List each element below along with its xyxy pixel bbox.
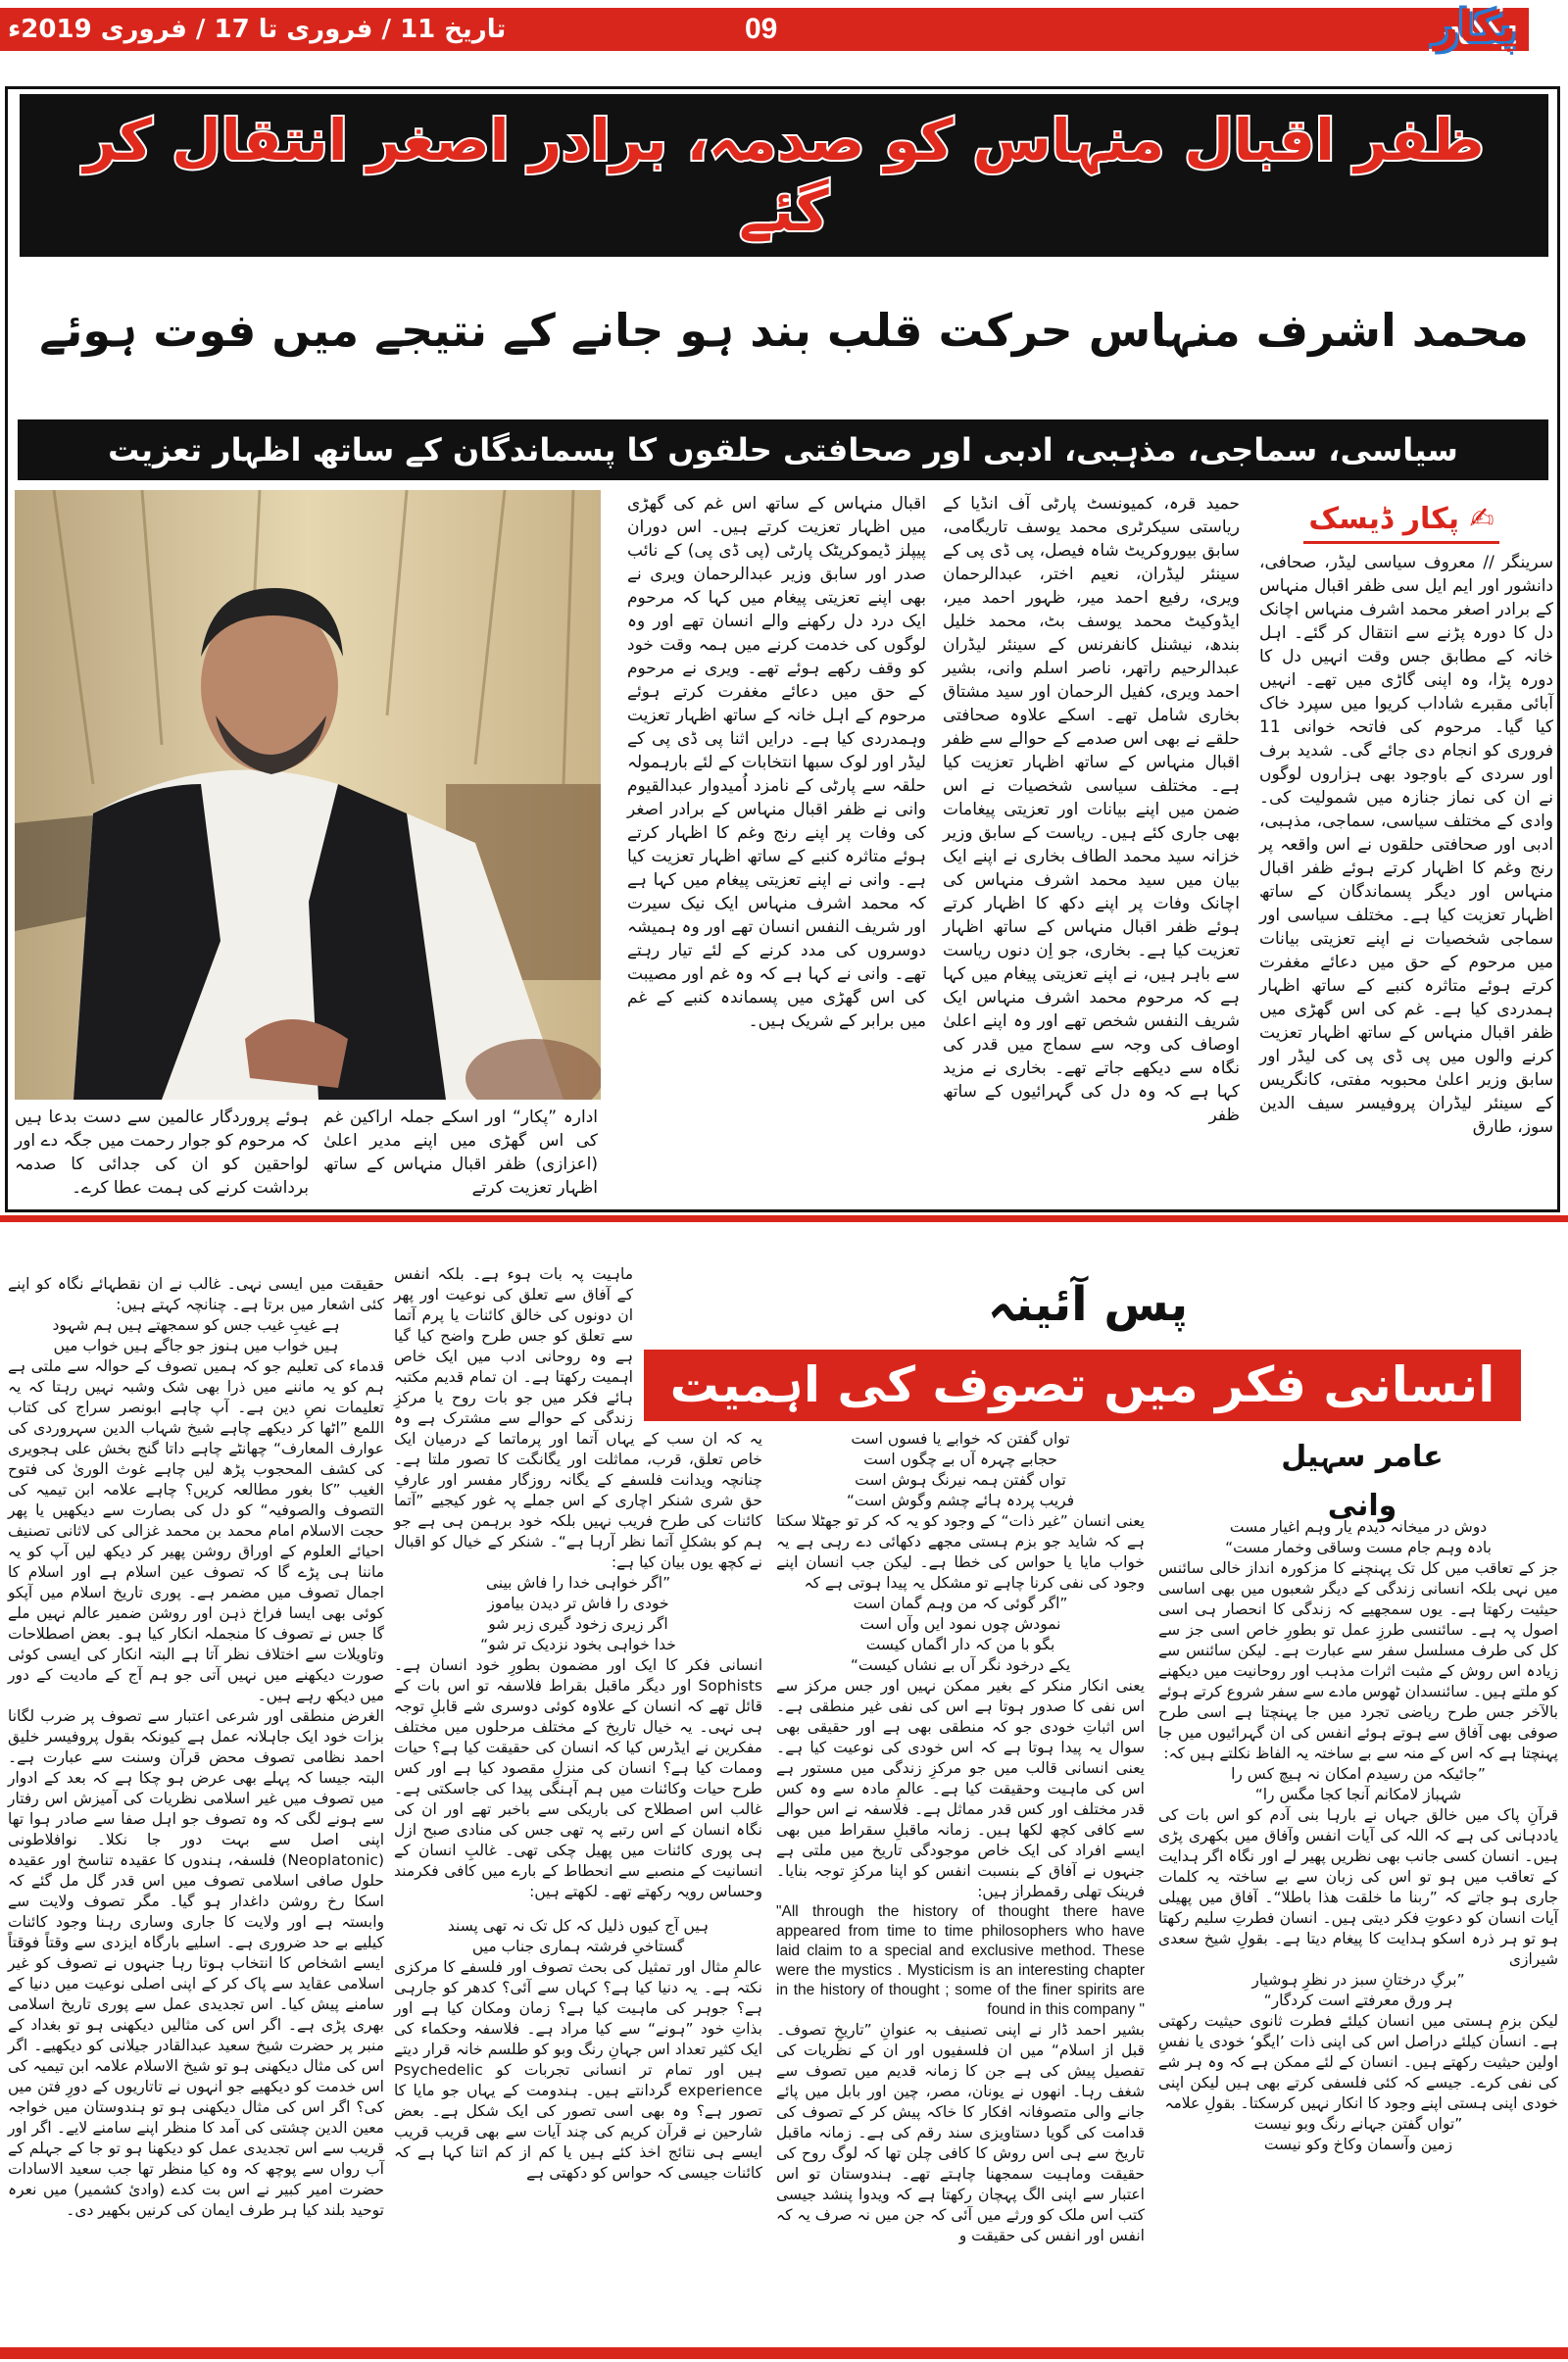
newspaper-logo: پکار (1434, 2, 1516, 52)
paragraph: الغرض منطقی اور شرعی اعتبار سے تصوف پر ضرب لگانا بزات خود ایک جاہلانہ عمل ہے کیونکہ بقول پروفیسر خلیق احمد نظامی تصوف محض قرآن وسنت سے عبارت ہے۔ البتہ جیسا کہ پہلے بھی عرض ہو چکا ہے کہ بعد کے ادوار میں تصوف میں غیر اسلامی نظریات کی آمیزش اس رفتار سے ہونے لگی کہ وہ تصوف جو اہل صفا سے صادر ہوا تھا اپنی اصل سے بہت دور جا نکلا۔ نوافلاطونی (Neoplatonic) فلسفہ، ہندوں کا عقیدہ تناسخ اور عقیدہ حلول صافی اسلامی تصوف میں اس قدر گل مل گئے کہ اسکا رخ روشن داغدار ہو گیا۔ مگر تصوف ولایت سے وابستہ ہے اور ولایت کا جاری وساری رہنا وجود کائنات کیلیے بے حد ضروری ہے۔ اسلیے بارگاہ ایزدی سے وقتاً فوقتاً ایسے اشخاص کا انتخاب ہوتا رہا جنہوں نے تصوف کو غیر اسلامی عقاید سے پاک کر کے اپنی اصلی نوعیت میں دنیا کے سامنے پیش کیا۔ اس تجدیدی عمل سے پوری تاریخ اسلامی بھری پڑی ہے۔ اگر اس کی مثالیں دیکھنی ہو تو بغداد کے منبر پر حضرت شیخ سعید عبدالقادر جیلانی کو دیکھیے۔ اگر اس کی مثال دیکھنی ہو تو شیخ الاسلام علامہ ابن تیمیہ کی اس خدمت کو دیکھیے جو انہوں نے تاتاریوں کے دورِ فتن میں کی؟ اگر اس کی مثال دیکھنی ہو تو ہندوستان میں خواجہ معین الدین چشتی کی آمد کا منظر اپنے سامنے لایے۔ اگر اور قریب سے اس تجدیدی عمل کو دیکھنا ہو تو جا کے جہلم کے آب رواں سے پوچھ کہ وہ کیا منظر تھا جب سعید الاسادات حضرت امیر کبیر نے اس بت کدے (وادیٔ کشمیر) میں نعرہ توحید بلند کیا ہر طرف ایمان کی کرنیں بکھیر دی۔ (8, 1707, 384, 2219)
byline (1303, 498, 1499, 544)
paragraph: حقیقت میں ایسی نہی۔ غالب نے ان نقطہائے نگاہ کو اپنے کئی اشعار میں برتا ہے۔ چنانچہ کہتے ہیں: (8, 1275, 384, 1313)
top-story-column-3 (627, 492, 926, 1033)
verse-line: خودی را فاش تر دیدن بیاموز (487, 1595, 669, 1612)
verse-line: دوش در میخانہ دیدم یار وہم اغیار مست (1229, 1518, 1488, 1536)
verse-line: ”اگر خواہی خدا را فاش بینی (485, 1574, 671, 1592)
article-column-4 (8, 1274, 384, 2221)
article-headline: انسانی فکر میں تصوف کی اہمیت (644, 1350, 1521, 1421)
issue-date: تاریخ 11 / فروری تا 17 / فروری 2019ء (8, 15, 507, 44)
verse-line: تواں گفتن ہمہ نیرنگ ہوش است (855, 1471, 1066, 1489)
verse-line: ہے غیبِ غیب جس کو سمجھتے ہیں ہم شہود (52, 1316, 340, 1334)
paragraph: قدماء کی تعلیم جو کہ ہمیں تصوف کے حوالہ سے ملتی ہے ہم کو یہ ماننے میں ذرا بھی شک وشبہ نہیں رہتا کہ یہ تعلیمات نصِ دین ہے۔ آپ چاہے ابونصر سراج کی کتاب اللمع ”اٹھا کر دیکھے چاہے شیخ شہاب الدین سہروردی کی عوارف المعارف“ چھانٹے چاہے داتا گنج بخش علی ہجویری کی کشف المحجوب پڑھ لیں چاہے غوث الوریٰ کی فتوح الغیب ”کا بغور مطالعہ کریں؟ چاہے علامہ ابن تیمیہ کی التصوف والصوفیہ“ کو دل کی بصارت سے دیکھیں یا پھر حجت الاسلام امام محمد بن محمد غزالی کی لاثانی تصنیف احیائے العلوم کے اوراق روشن پھیر کر دیکھ لیں آپ کو یہ ماننا ہی پڑے گا کہ تصوف عین اسلام ہے اور اسلام کا اجمال تصوف میں مضمر ہے۔ پوری تاریخ اسلام میں آپکو کوئی بھی ایسا فراخ ذہن اور روشن ضمیر عالم نہیں ملے گا جس نے تصوف کا منجملہ انکار کیا ہو۔ بعض اصطلاحات وتاویلات سے اختلاف نظر آتا ہے البتہ انکار کی ایسی کوئی صورت دیکھنے میں نہیں آتی جو ہم آج کے مادیت کے دور میں دیکھ رہے ہیں۔ (8, 1357, 384, 1704)
photo-caption-right: ادارہ ”پکار“ اور اسکے جملہ اراکین غم کی اس گھڑی میں اپنے مدیر اعلیٰ (اعزازی) ظفر اقبال منہاس کے ساتھ اظہار تعزیت کرتے (323, 1107, 598, 1198)
verse-line: ”اگر گوئی کہ من وہم گمان است (853, 1595, 1068, 1612)
verse-line: نمودش چوں نمود ایں وآں است (859, 1615, 1061, 1633)
top-story-subheadline: محمد اشرف منہاس حرکت قلب بند ہو جانے کے نتیجے میں فوت ہوئے (39, 303, 1529, 357)
section-divider (0, 1215, 1568, 1222)
article-column-2 (776, 1429, 1145, 2246)
verse-line: ہر ورق معرفتے است کردگار“ (1263, 1992, 1453, 2009)
paragraph: یعنی انسان ”غیر ذات“ کے وجود کو یہ کہ کر تو جھٹلا سکتا ہے کہ شاید جو بزم ہستی مجھے دکھائی دے رہی ہے یہ خواب مایا یا حواس کی خطا ہے۔ لیکن جب انسان اپنے وجود کی نفی کرنا چاہے تو مشکل یہ پیدا ہوتی ہے کہ (776, 1512, 1145, 1592)
verse-line: حجابے چہرہ آں بے چگوں است (863, 1451, 1057, 1468)
banner-wrap-space (633, 1264, 762, 1429)
verse-line: تواں گفتن کہ خوابے یا فسوں است (851, 1430, 1070, 1448)
top-story-band: سیاسی، سماجی، مذہبی، ادبی اور صحافتی حلقوں کا پسماندگان کے ساتھ اظہار تعزیت (18, 419, 1548, 480)
author-name: عامر سہیل وانی (1281, 1440, 1444, 1523)
verse-line: شہباز لامکانم آنجا کجا مگس را“ (1254, 1786, 1462, 1803)
pen-hand-icon: ✍ (1469, 502, 1494, 536)
verse-line: بگو با من کہ دار اگماں کیست (865, 1636, 1055, 1653)
spacer (394, 1902, 762, 1916)
paragraph: لیکن بزمِ ہستی میں انسان کیلئے فطرت ثانوی حیثیت رکھتی ہے۔ انسان کیلئے دراصل اس کی اپنی ذات ’ایگو‘ خودی یا نفسِ اولین حیثیت رکھتے ہیں۔ انسان کے لئے ممکن ہے کہ وہ ہر شے کی نفی کرے۔ جیسے کہ کئی فلسفی کرتے بھی ہیں لیکن اپنی خودی اپنی ہستی اپنے وجود کا انکار نہیں کرسکتا۔ بقولِ علامہ (1158, 2012, 1558, 2112)
verse-line: ”برگِ درختانِ سبز در نظرِ ہوشیار (1251, 1971, 1465, 1989)
man-portrait-image (15, 490, 601, 1100)
bottom-rule (0, 2347, 1568, 2359)
verse-line: ہیں آج کیوں ذلیل کہ کل تک نہ تھی پسند (447, 1917, 710, 1935)
verse-line: بادہ وہم جام مست وساقی وخمار مست“ (1225, 1539, 1492, 1556)
byline-text: پکار ڈیسک (1308, 502, 1459, 536)
verse-line: ”تواں گفتن جہانے رنگ وبو نیست (1253, 2115, 1463, 2133)
top-story-column-1 (1259, 551, 1553, 1139)
paragraph: یعنی انکار منکر کے بغیر ممکن نہیں اور جس مرکز سے اس نفی کا صدور ہوتا ہے اس کی نفی غیر منطقی ہے۔ اس اثباتِ خودی جو کہ منطقی بھی ہے اور حقیقی بھی سوال یہ پیدا ہوتا ہے کہ اس خودی کی نوعیت کیا ہے۔ یعنی انسانی قالب میں جو مرکزِ زندگی میں مستور ہے اس کی ماہیت وحقیقت کیا ہے۔ عالمِ مادہ سے وہ کس قدر مختلف اور کس قدر مماثل ہے۔ فلاسفہ نے اس حوالے سے کافی کچھ لکھا ہیں۔ زمانہ ماقبلِ سقراط میں بھی ایسے افراد کی ایک خاص موجودگی تاریخ میں ملتی ہے جنہوں نے آفاق کے بنسبت انفس کو اپنا مرکزِ توجہ بنایا۔ فرینک تھلی رقمطراز ہیں: (776, 1677, 1145, 1900)
paragraph: سرینگر // معروف سیاسی لیڈر، صحافی، دانشور اور ایم ایل سی ظفر اقبال منہاس کے برادر اصغر محمد اشرف منہاس اچانک دل کا دورہ پڑنے سے انتقال کر گئے۔ اہل خانہ کے مطابق جس وقت انہیں دل کا دورہ پڑا، وہ اپنی گاڑی میں تھے۔ انہیں آبائی مقبرے شاداب کریوا میں سپرد خاک کیا گیا۔ مرحوم کی فاتحہ خوانی 11 فروری کو انجام دی جائے گی۔ شدید برف اور سردی کے باوجود بھی ہزاروں لوگوں نے ان کی نماز جنازہ میں شمولیت کی۔ وادی کے مختلف سیاسی، سماجی، مذہبی، ادبی اور صحافتی حلقوں نے اس واقعہ پر رنج وغم کا اظہار کرتے ہوئے ظفر اقبال منہاس اور دیگر پسماندگان کے ساتھ اظہار تعزیت کیا ہے۔ مختلف سیاسی اور سماجی شخصیات نے اپنے تعزیتی بیانات میں مرحوم کے حق میں دعائے مغفرت کرتے ہوئے متاثرہ کنبے کے ساتھ اظہار ہمدردی کیا ہے۔ غم کی اس گھڑی میں ظفر اقبال منہاس کے ساتھ اظہار تعزیت کرنے والوں میں پی ڈی پی کی لیڈر اور سابق وزیر اعلیٰ محبوبہ مفتی، کانگریس کے سینئر لیڈران پروفیسر سیف الدین سوز، طارق (1259, 553, 1553, 1137)
verse-line: فریب پردہ ہائے چشم وگوش است“ (846, 1492, 1075, 1509)
top-story-headline (20, 94, 1548, 257)
paragraph: انسانی فکر کا ایک اور مضمون بطورِ خود انسان ہے۔ Sophists اور دیگر ماقبل بقراط فلاسفہ تو اس بات کے قائل تھے کہ انسان کے علاوہ کوئی دوسری شے قابلِ توجہ ہی نہی۔ یہ خیال تاریخ کے مختلف مرحلوں میں مختلف مفکرین نے ایڈرس کیا کہ انسان کی حقیقت کیا ہے؟ حیات وممات کیا ہے؟ انسان کی منزلِ مقصود کیا ہے اور کس طرح حیات وکائنات میں ہم آہنگی پیدا کی جاسکتی ہے۔ غالب اس اصطلاح کی باریکی سے باخبر تھے اور ان کی نگاہ انسان کے اس رتبے پہ تھی جس کی منادی صبح ازل ہی پوری کائنات میں پھیل چکی تھی۔ غالبِ انسان کے انسانیت کے منصبے سے انحطاط کے بارے میں کافی فکرمند وحساس رویہ رکھتے تھے۔ لکھتے ہیں: (394, 1656, 762, 1900)
paragraph: بشیر احمد ڈار نے اپنی تصنیف بہ عنوانِ ”تاریخِ تصوف۔ قبل از اسلام“ میں ان فلسفیوں اور ان کے نظریات کی تفصیل پیش کی ہے جن کا زمانہ قدیم میں تصوف سے شغف رہا۔ انھوں نے یونان، مصر، چین اور بابل میں پائے جانے والی متصوفانہ افکار کا خاکہ پیش کر کے تصوف کی قدامت کی گویا دستاویزی سند رقم کی ہے۔ زمانہ ماقبل تاریخ سے ہی اس روش کا کافی چلن تھا کہ لوگ روح کی حقیقت وماہیت سمجھنا چاہتے تھے۔ ہندوستان تو اس اعتبار سے اپنی الگ پہچان رکھتا ہے کہ ویدوا پنشد جیسی کتب اس ملک کو ورثے میں آئی کہ جن میں نہ صرف یہ کہ انفس اور انفس کی حقیقت و (776, 2021, 1145, 2244)
verse-line: یکے درخود نگر آں بے نشاں کیست“ (850, 1656, 1071, 1674)
paragraph: عالمِ مثال اور تمثیل کی بحث تصوف اور فلسفے کا مرکزی نکتہ ہے۔ یہ دنیا کیا ہے؟ کہاں سے آئی؟ کدھر کو جارہی ہے؟ جوہر کی ماہیت کیا ہے؟ زمان ومکان کیا ہے اور بذاتِ خود ”ہونے“ سے کیا مراد ہے۔ فلاسفہ وحکماء کی ایک کثیر تعداد اس جہانِ رنگ وبو کو طلسم خانہ قرار دیتے ہیں اور تمام تر انسانی تجربات کو Psychedelic experience گردانتے ہیں۔ ہندومت کے یہاں جو مایا کا تصور ہے؟ وہ بھی اسی تصور کی ایک شکل ہے۔ بعض شارحین نے قرآن کریم کی چند آیات سے بھی قریب قریب ایسے ہی نتائج اخذ کئے ہیں یا کم از کم اتنا کہا ہے کہ کائنات جیسی کہ حواس کو دکھتی ہے (394, 1958, 762, 2182)
english-quote: "All through the history of thought there have appeared from time to time philosophers who have laid claim to a special and exclusive method. These were the mystics . Mysticism is an interesting chapter in the history of thought ; some of the finer spirits are found in this company " (776, 1903, 1145, 2018)
column-kicker: پس آئینہ (987, 1277, 1189, 1332)
verse-line: گستاخیِ فرشتہ ہماری جناب میں (471, 1938, 685, 1955)
verse-line: ”جائیکہ من رسیدم امکان نہ ہیچ کس را (1231, 1765, 1486, 1783)
paragraph: قرآنِ پاک میں خالق جہاں نے بارہا بنی آدم کو اس بات کی یاددہانی کی ہے کہ اللہ کی آیات انفس وآفاق میں بکھری پڑی ہیں۔ انسان کسی جانب بھی نظریں پھیر لے اور نگاہ اگر ہدایت کے تعاقب میں ہو تو اس کی زبان سے بے ساختہ یہ کلمات جاری ہو جاتے کہ ”ربنا ما خلقت ھذا باطلا“۔ آفاق میں پھیلی آیات انسان کو دعوتِ فکر دیتی ہیں۔ انسان فطرتِ سلیم رکھتا ہو تو ہر ذرہ اسکو ہدایت کا پیغام دیتا ہے۔ بقولِ شیخ سعدی شیرازی (1158, 1806, 1558, 1968)
paragraph: حمید قرہ، کمیونسٹ پارٹی آف انڈیا کے ریاستی سیکرٹری محمد یوسف تاریگامی، سابق بیوروکریٹ شاہ فیصل، پی ڈی پی کے سینئر لیڈران، نعیم اختر، عبدالرحمان ویری، رفیع احمد میر، ظہور احمد میر، ایڈوکیٹ محمد یوسف بٹ، محمد خلیل بندھ، نیشنل کانفرنس کے سینئر لیڈران عبدالرحیم راتھر، ناصر اسلم وانی، بشیر احمد ویری، کفیل الرحمان اور سید مشتاق بخاری شامل تھے۔ اسکے علاوہ صحافتی حلقے نے بھی اس صدمے کے حوالے سے ظفر اقبال منہاس کے ساتھ اظہار تعزیت کیا ہے۔ مختلف سیاسی شخصیات نے اس ضمن میں اپنے بیانات اور تعزیتی پیغامات بھی جاری کئے ہیں۔ ریاست کے سابق وزیر خزانہ سید محمد الطاف بخاری نے اپنے ایک بیان میں سید محمد اشرف منہاس کی اچانک وفات پر اپنے دکھ کا اظہار کرتے ہوئے ظفر اقبال منہاس کے ساتھ اظہار تعزیت کیا ہے۔ بخاری، جو اِن دنوں ریاست سے باہر ہیں، نے اپنے تعزیتی پیغام میں کہا ہے کہ مرحوم محمد اشرف منہاس ایک شریف النفس شخص تھے اور وہ اپنے اعلیٰ اوصاف کی وجہ سے سماج میں قدر کی نگاہ سے دیکھے جاتے تھے۔ بخاری نے مزید کہا ہے کہ وہ دل کی گہرائیوں کے ساتھ ظفر (943, 494, 1240, 1125)
verse-line: اگر زیری زخود گیری زبر شو (488, 1615, 668, 1633)
article-column-3 (394, 1264, 762, 2184)
article-column-1 (1158, 1517, 1558, 2155)
page-number: 09 (745, 13, 778, 45)
paragraph: ماہیت پہ بات ہوء ہے۔ بلکہ انفس کے آفاق سے تعلق کی نوعیت اور پھر ان دونوں کی خالق کائنات یا پرم آتما سے تعلق کو جس طرح واضح کیا گیا ہے وہ روحانی ادب میں ایک خاص اہمیت رکھتا ہے۔ ان تمام قدیم مکتبہ ہائے فکر میں جو بات روح یا مرکزِ زندگی کے حوالے سے مشترک ہے وہ یہ کہ ان سب کے یہاں آتما اور پرماتما کے درمیان ایک خاص تعلق، قرب، مماثلت اور یگانگت کا تصور ملتا ہے۔ چنانچہ ویدانت فلسفے کے یگانہ روزگار مفسر اور عارفِ حق شری شنکر اچاری کے اس جملے پہ غور کیجیے ”آتما کائنات کی طرح فریب نہیں بلکہ خود برہمن ہی ہے جو ہم کو بشکلِ آتما نظر آرہا ہے“۔ شنکر کے خیال کو اقبال نے کچھ یوں بیان کیا ہے: (394, 1265, 762, 1571)
paragraph: جز کے تعاقب میں کل تک پہنچنے کا مزکورہ انداز خالی سائنس میں نہی بلکہ انسانی زندگی کے دیگر شعبوں میں بھی اساسی حیثیت رکھتا ہے۔ یوں سمجھیے کہ زندگی کا انحصار ہی اسی اصول پہ ہے۔ سائنسی طرزِ عمل تو بطورِ خاص اسی جز سے کل کی طرف مسلسل سفر سے عبارت ہے۔ لیکن سائنس سے زیادہ اس روش کے مثبت اثرات مذہب اور روحانیت میں دیکھنے کو ملتے ہیں۔ سائنسدان ٹھوس مادے سے سفر شروع کرتے ہوئے بالآخر جس طرح ریاضی تجرد میں جا پہنچتا ہے اسی طرح صوفی بھی آفاق سے ہوتے ہوئے انفس کی ان گہرائیوں میں جا پہنچتا ہے کہ اس کے منہ سے بے ساختہ یہ الفاظ نکلتے ہیں کہ: (1158, 1559, 1558, 1762)
verse-line: خدا خواہی بخود نزدیک تر شو“ (480, 1636, 676, 1653)
photo-caption-left: ہوئے پروردگار عالمین سے دست بدعا ہیں کہ مرحوم کو جوار رحمت میں جگہ دے اور لواحقین کو ان کی جدائی کا صدمہ برداشت کرنے کی ہمت عطا کرے۔ (15, 1107, 309, 1198)
verse-line: ہیں خواب میں ہنوز جو جاگے ہیں خواب میں (53, 1337, 339, 1354)
verse-line: زمین وآسمان وکاخ وکو نیست (1263, 2136, 1453, 2153)
portrait-photo (15, 490, 601, 1100)
top-story-column-2 (943, 492, 1240, 1127)
paragraph: اقبال منہاس کے ساتھ اس غم کی گھڑی میں اظہار تعزیت کرتے ہیں۔ اس دوران پیپلز ڈیموکریٹک پارٹی (پی ڈی پی) کے نائب صدر اور سابق وزیر عبدالرحمان ویری نے بھی اپنے تعزیتی پیغام میں کہا کہ مرحوم ایک درد دل رکھنے والے انسان تھے اور وہ لوگوں کی خدمت کرنے میں ہمہ وقت خود کو وقف رکھے ہوئے تھے۔ ویری نے مرحوم کے حق میں دعائے مغفرت کرتے ہوئے مرحوم کے اہل خانہ کے ساتھ اظہار تعزیت وہمدردی کیا ہے۔ درایں اثنا پی ڈی پی کے لیڈر اور لوک سبھا انتخابات کے لئے بارہمولہ حلقہ سے پارٹی کے نامزد اُمیدوار عبدالقیوم وانی نے ظفر اقبال منہاس کے برادر اصغر کی وفات پر اپنے رنج وغم کا اظہار کرتے ہوئے متاثرہ کنبے کے ساتھ اظہار تعزیت کیا ہے۔ وانی نے اپنے تعزیتی پیغام میں کہا ہے کہ محمد اشرف منہاس ایک نیک سیرت اور شریف النفس انسان تھے اور وہ ہمیشہ دوسروں کی مدد کرنے کے لئے تیار رہتے تھے۔ وانی نے کہا ہے کہ وہ غم اور مصیبت کی اس گھڑی میں پسماندہ کنبے کے غم میں برابر کے شریک ہیں۔ (627, 494, 926, 1031)
headline-text: ظفر اقبال منہاس کو صدمہ، برادر اصغر انتقال کر گئے (83, 106, 1485, 244)
